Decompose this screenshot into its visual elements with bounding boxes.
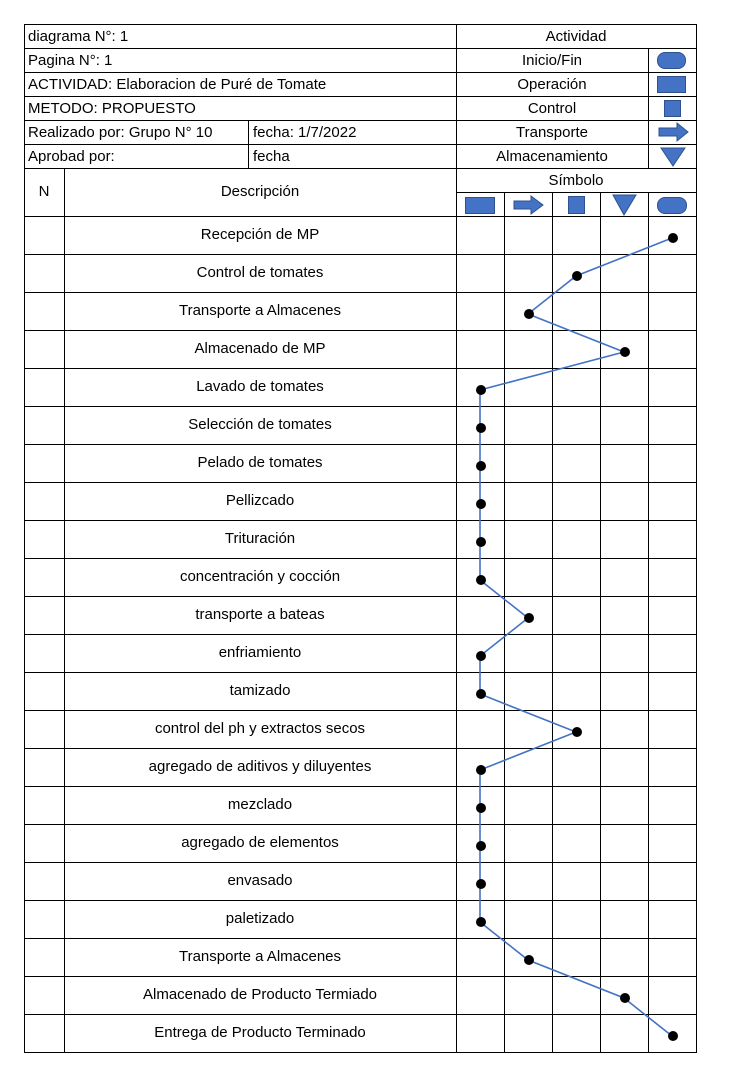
flow-dot xyxy=(476,575,486,585)
flow-dot xyxy=(476,917,486,927)
row-description: Control de tomates xyxy=(196,264,324,281)
flow-dot xyxy=(476,385,486,395)
row-description: Recepción de MP xyxy=(200,226,320,243)
legend-title: Actividad xyxy=(545,28,607,45)
flow-dot xyxy=(620,347,630,357)
flow-dot xyxy=(524,309,534,319)
legend-label-transporte: Transporte xyxy=(516,124,588,141)
made-by: Realizado por: Grupo N° 10 xyxy=(28,124,213,141)
row-description: paletizado xyxy=(225,910,295,927)
method: METODO: PROPUESTO xyxy=(28,100,196,117)
flow-dot xyxy=(476,461,486,471)
flow-dot xyxy=(524,955,534,965)
row-description: control del ph y extractos secos xyxy=(154,720,366,737)
flow-dot xyxy=(620,993,630,1003)
flow-dot xyxy=(476,499,486,509)
legend-label-operacion: Operación xyxy=(517,76,587,93)
row-description: transporte a bateas xyxy=(195,606,325,623)
row-description: mezclado xyxy=(227,796,293,813)
flow-line xyxy=(480,238,672,1036)
approved-by: Aprobad por: xyxy=(28,148,115,165)
row-description: Transporte a Almacenes xyxy=(178,302,342,319)
row-description: Lavado de tomates xyxy=(196,378,324,395)
row-description: Selección de tomates xyxy=(188,416,332,433)
flow-dot xyxy=(476,765,486,775)
legend-label-inicio-fin: Inicio/Fin xyxy=(521,52,583,69)
page-number: Pagina N°: 1 xyxy=(28,52,113,69)
column-header-n: N xyxy=(38,183,50,200)
flow-dot xyxy=(476,841,486,851)
row-description: agregado de aditivos y diluyentes xyxy=(148,758,372,775)
flow-dot xyxy=(476,689,486,699)
row-description: enfriamiento xyxy=(218,644,302,661)
flow-dot xyxy=(476,803,486,813)
flow-dot xyxy=(476,879,486,889)
row-description: envasado xyxy=(227,872,293,889)
activity-title: ACTIVIDAD: Elaboracion de Puré de Tomate xyxy=(28,76,327,93)
row-description: concentración y cocción xyxy=(179,568,341,585)
flow-dot xyxy=(668,1031,678,1041)
row-description: Trituración xyxy=(224,530,296,547)
row-description: Pelado de tomates xyxy=(197,454,323,471)
row-description: tamizado xyxy=(229,682,291,699)
row-description: Pellizcado xyxy=(225,492,295,509)
legend-label-almacenamiento: Almacenamiento xyxy=(496,148,608,165)
flow-dot xyxy=(476,423,486,433)
flow-dot xyxy=(572,727,582,737)
flow-dot xyxy=(668,233,678,243)
flow-dot xyxy=(524,613,534,623)
row-description: Almacenado de Producto Termiado xyxy=(142,986,378,1003)
column-header-symbol: Símbolo xyxy=(548,172,604,189)
diagram-number: diagrama N°: 1 xyxy=(28,28,129,45)
row-description: Almacenado de MP xyxy=(194,340,326,357)
flow-dot xyxy=(476,651,486,661)
date-approved: fecha xyxy=(253,148,290,165)
row-description: agregado de elementos xyxy=(181,834,339,851)
row-description: Transporte a Almacenes xyxy=(178,948,342,965)
column-header-description: Descripción xyxy=(220,183,300,200)
flow-dot xyxy=(572,271,582,281)
legend-label-control: Control xyxy=(527,100,577,117)
row-description: Entrega de Producto Terminado xyxy=(154,1024,366,1041)
flow-dot xyxy=(476,537,486,547)
date-made: fecha: 1/7/2022 xyxy=(253,124,357,141)
